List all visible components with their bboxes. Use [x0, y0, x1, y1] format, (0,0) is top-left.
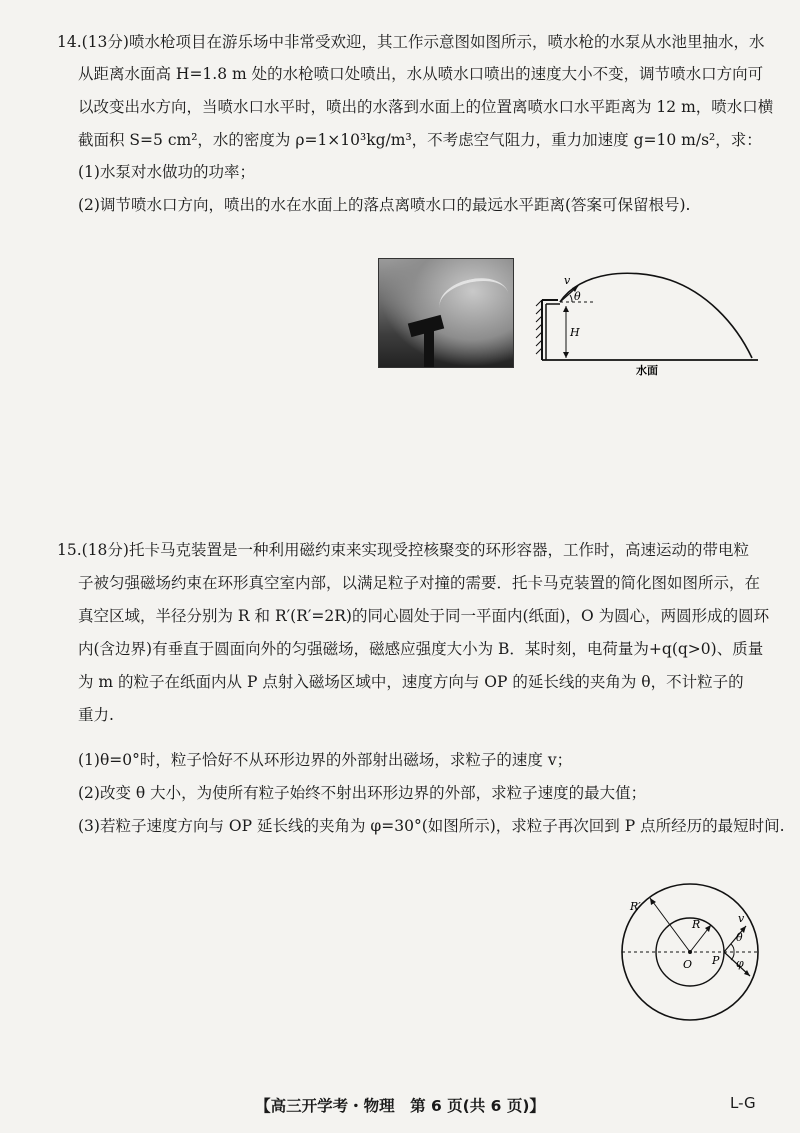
- label-water-surface: 水面: [636, 364, 658, 377]
- label-Rprime: R′: [630, 900, 641, 913]
- label-theta2: θ: [736, 931, 743, 944]
- label-theta: θ: [574, 290, 581, 303]
- label-phi: φ: [736, 957, 744, 970]
- label-v: v: [564, 274, 571, 287]
- q15-line-4: 内(含边界)有垂直于圆面向外的匀强磁场，磁感应强度大小为 B．某时刻，电荷量为+q(q>0)、质量: [78, 640, 764, 658]
- fountain-photo: [378, 258, 514, 368]
- q15-line-6: 重力.: [78, 706, 114, 724]
- label-v2: v: [738, 912, 745, 925]
- q15-line-2: 子被匀强磁场约束在环形真空室内部，以满足粒子对撞的需要．托卡马克装置的简化图如图所示，在: [78, 574, 761, 592]
- q15-line-3: 真空区域，半径分别为 R 和 R′(R′=2R)的同心圆处于同一平面内(纸面)，O 为圆心，两圆形成的圆环: [78, 607, 770, 625]
- q15-sub-2: (2)改变 θ 大小，为使所有粒子始终不射出环形边界的外部，求粒子速度的最大值；: [78, 784, 647, 802]
- q14-line-4: 截面积 S=5 cm²，水的密度为 ρ=1×10³kg/m³，不考虑空气阻力，重力加速度 g=10 m/s²，求：: [78, 131, 762, 149]
- label-R: R: [692, 918, 701, 931]
- q14-line-3: 以改变出水方向，当喷水口水平时，喷出的水落到水面上的位置离喷水口水平距离为 12 m，喷水口横: [78, 98, 774, 116]
- q15-sub-3: (3)若粒子速度方向与 OP 延长线的夹角为 φ=30°(如图所示)，求粒子再次回到 P 点所经历的最短时间.: [78, 817, 785, 835]
- page-footer: 【高三开学考・物理 第 6 页(共 6 页)】: [255, 1097, 545, 1115]
- tokamak-diagram: [620, 878, 780, 1028]
- water-gun-diagram: [520, 262, 765, 377]
- q14-line-1: 14.(13分)喷水枪项目在游乐场中非常受欢迎，其工作示意图如图所示，喷水枪的水泵从水池里抽水，水: [57, 33, 765, 51]
- q15-sub-1: (1)θ=0°时，粒子恰好不从环形边界的外部射出磁场，求粒子的速度 v；: [78, 751, 573, 769]
- q14-sub-2: (2)调节喷水口方向，喷出的水在水面上的落点离喷水口的最远水平距离(答案可保留根号).: [78, 196, 691, 214]
- footer-code: L-G: [730, 1094, 756, 1112]
- label-O: O: [683, 958, 693, 971]
- label-H: H: [570, 326, 580, 339]
- q14-sub-1: (1)水泵对水做功的功率；: [78, 163, 255, 181]
- q15-line-5: 为 m 的粒子在纸面内从 P 点射入磁场区域中，速度方向与 OP 的延长线的夹角为 θ，不计粒子的: [78, 673, 744, 691]
- q14-line-2: 从距离水面高 H=1.8 m 处的水枪喷口处喷出，水从喷水口喷出的速度大小不变，调节喷水口方向可: [78, 65, 764, 83]
- q15-line-1: 15.(18分)托卡马克装置是一种利用磁约束来实现受控核聚变的环形容器，工作时，高速运动的带电粒: [57, 541, 749, 559]
- label-P: P: [712, 954, 720, 967]
